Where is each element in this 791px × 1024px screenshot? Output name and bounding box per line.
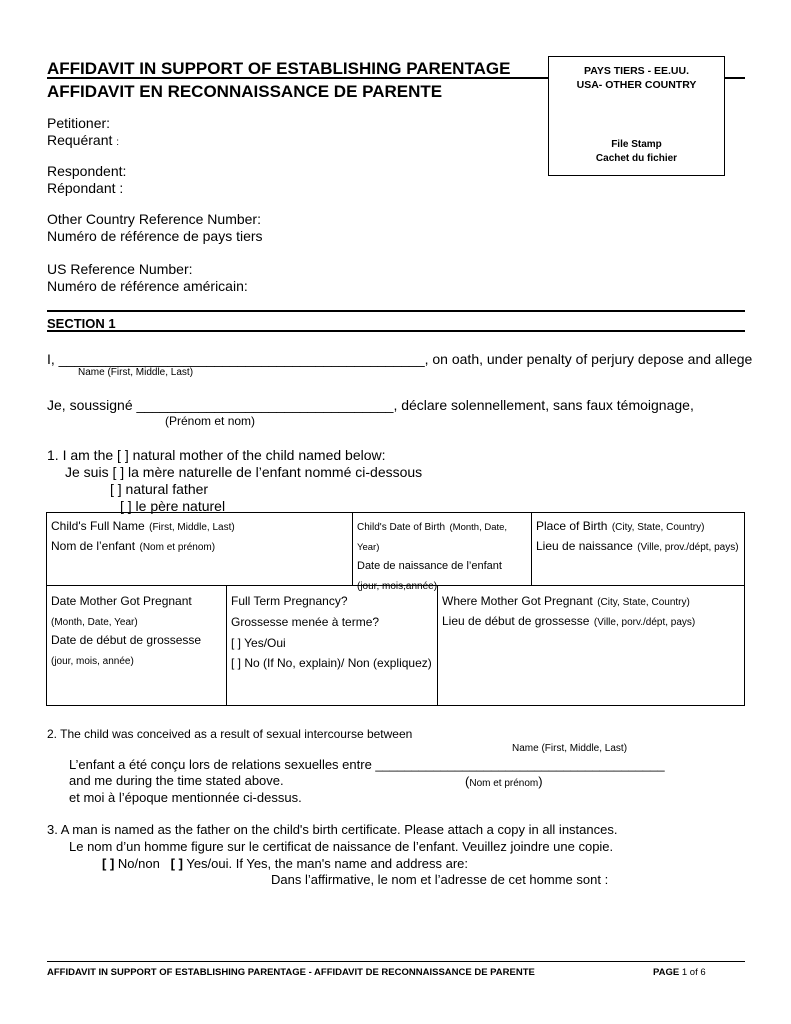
stamp-label-en: File Stamp: [611, 139, 662, 150]
child-name-label-en: Child's Full Name: [51, 519, 145, 533]
item3-no-label: No/non: [117, 856, 160, 871]
document-title-fr: AFFIDAVIT EN RECONNAISSANCE DE PARENTE: [47, 82, 443, 101]
pregnancy-place-cell[interactable]: [437, 585, 745, 706]
pregnancy-place-label-fr: Lieu de début de grossesse: [442, 613, 590, 628]
pregnancy-date-label-en: Date Mother Got Pregnant: [51, 594, 192, 608]
pregnancy-date-cell[interactable]: [46, 585, 227, 706]
child-dob-hint-fr: (jour, mois,année): [357, 580, 438, 592]
item2-name-hint: Name (First, Middle, Last): [512, 743, 628, 754]
item2-name-hint-fr: [465, 773, 543, 791]
pregnancy-place-label-en: Where Mother Got Pregnant: [442, 594, 593, 608]
child-dob-label-fr: Date de naissance de l’enfant: [357, 560, 502, 573]
item2-line-en: 2. The child was conceived as a result of sexual intercourse between: [47, 727, 413, 741]
petitioner-label-en: Petitioner:: [47, 115, 111, 131]
petitioner-label-fr-text: Requérant: [47, 132, 113, 148]
item3-yes-label: Yes/oui. If Yes, the man's name and address are:: [186, 856, 469, 871]
item3-affirm-fr: Dans l’affirmative, le nom et l’adresse de cet homme sont :: [271, 872, 609, 887]
title-rule-left: [47, 77, 548, 79]
child-name-cell[interactable]: [46, 512, 353, 586]
child-pob-cell[interactable]: [531, 512, 745, 586]
pregnancy-date-hint-en: (Month, Date, Year): [51, 616, 138, 628]
full-term-cell: [226, 585, 438, 706]
item2-name-hint-fr-open: (: [465, 774, 470, 789]
child-dob-hint-en: (Month, Date, Year): [357, 522, 508, 553]
full-term-no-checkbox[interactable]: [ ] No (If No, explain)/ Non (expliquez): [231, 656, 432, 671]
full-term-label-fr: Grossesse menée à terme?: [231, 614, 380, 629]
item3-yes-checkbox[interactable]: [ ]: [170, 856, 183, 871]
document-title-en: AFFIDAVIT IN SUPPORT OF ESTABLISHING PARENTAGE: [47, 59, 511, 78]
pregnancy-place-hint-en: (City, State, Country): [597, 597, 690, 608]
footer-page-text: 1 of 6: [681, 967, 706, 978]
footer-page-label: PAGE: [653, 967, 680, 978]
item3-no-checkbox[interactable]: [ ]: [102, 856, 115, 871]
stamp-country-fr: PAYS TIERS - EE.UU.: [583, 65, 690, 77]
item2-line-en2: and me during the time stated above.: [69, 773, 284, 788]
child-pob-label-en: Place of Birth: [536, 519, 608, 533]
stamp-label-fr: Cachet du fichier: [595, 153, 678, 164]
item2-line-fr: L’enfant a été conçu lors de relations sexuelles entre ________________________________________: [69, 757, 665, 772]
child-pob-label-fr: Lieu de naissance: [536, 538, 633, 553]
footer-page-number: [653, 967, 706, 978]
child-name-label-fr: Nom de l’enfant: [51, 538, 136, 553]
section-rule-bottom: [47, 330, 745, 332]
child-name-hint-fr: (Nom et prénom): [139, 541, 216, 553]
item2-name-hint-fr-text: Nom et prénom: [469, 778, 539, 789]
other-country-ref-label-fr: Numéro de référence de pays tiers: [47, 228, 263, 244]
item2-name-hint-fr-close: ): [538, 774, 543, 789]
section-rule-top: [47, 310, 745, 312]
oath-name-hint-fr: (Prénom et nom): [165, 414, 256, 428]
child-name-hint-en: (First, Middle, Last): [149, 522, 235, 533]
pregnancy-place-hint-fr: (Ville, porv./dépt, pays): [593, 616, 696, 628]
item3-line-fr: Le nom d’un homme figure sur le certificat de naissance de l’enfant. Veuillez joindre une copie.: [69, 839, 614, 854]
us-ref-label-en: US Reference Number:: [47, 261, 193, 277]
petitioner-label-fr-colon: :: [116, 137, 120, 148]
item1-father-fr: [ ] le père naturel: [120, 498, 226, 514]
oath-line-en: I, _______________________________________________, on oath, under penalty of perjury depose and allege: [47, 351, 753, 367]
section-1-heading: SECTION 1: [47, 316, 116, 331]
petitioner-label-fr: [47, 132, 119, 148]
footer-title: AFFIDAVIT IN SUPPORT OF ESTABLISHING PARENTAGE - AFFIDAVIT DE RECONNAISSANCE DE PARENTE: [47, 967, 535, 978]
full-term-label-en: Full Term Pregnancy?: [231, 594, 348, 608]
oath-line-fr: Je, soussigné _________________________________, déclare solennellement, sans faux témoignage,: [47, 397, 694, 413]
item3-options: [102, 856, 468, 871]
respondent-label-en: Respondent:: [47, 163, 127, 179]
stamp-country-en: USA- OTHER COUNTRY: [576, 79, 697, 91]
item2-line-fr2: et moi à l’époque mentionnée ci-dessus.: [69, 790, 302, 805]
child-pob-hint-fr: (Ville, prov./dépt, pays): [637, 541, 739, 553]
child-dob-label-en: Child's Date of Birth: [357, 522, 446, 533]
child-dob-cell[interactable]: [352, 512, 532, 592]
oath-name-hint: Name (First, Middle, Last): [78, 367, 194, 378]
pregnancy-date-label-fr: Date de début de grossesse: [51, 633, 202, 648]
title-rule-right: [725, 77, 745, 79]
file-stamp-box: [548, 56, 725, 176]
full-term-yes-checkbox[interactable]: [ ] Yes/Oui: [231, 635, 286, 650]
footer-rule: [47, 961, 745, 962]
respondent-label-fr: Répondant :: [47, 180, 124, 196]
us-ref-label-fr: Numéro de référence américain:: [47, 278, 248, 294]
item1-father-en: [ ] natural father: [110, 481, 209, 497]
item3-line-en: 3. A man is named as the father on the child's birth certificate. Please attach a copy in all instances.: [47, 822, 618, 837]
item1-mother-fr: Je suis [ ] la mère naturelle de l’enfant nommé ci-dessous: [65, 464, 423, 480]
child-pob-hint-en: (City, State, Country): [611, 522, 705, 533]
other-country-ref-label-en: Other Country Reference Number:: [47, 211, 261, 227]
pregnancy-date-hint-fr: (jour, mois, année): [51, 655, 134, 667]
item1-mother-en: 1. I am the [ ] natural mother of the child named below:: [47, 447, 386, 463]
